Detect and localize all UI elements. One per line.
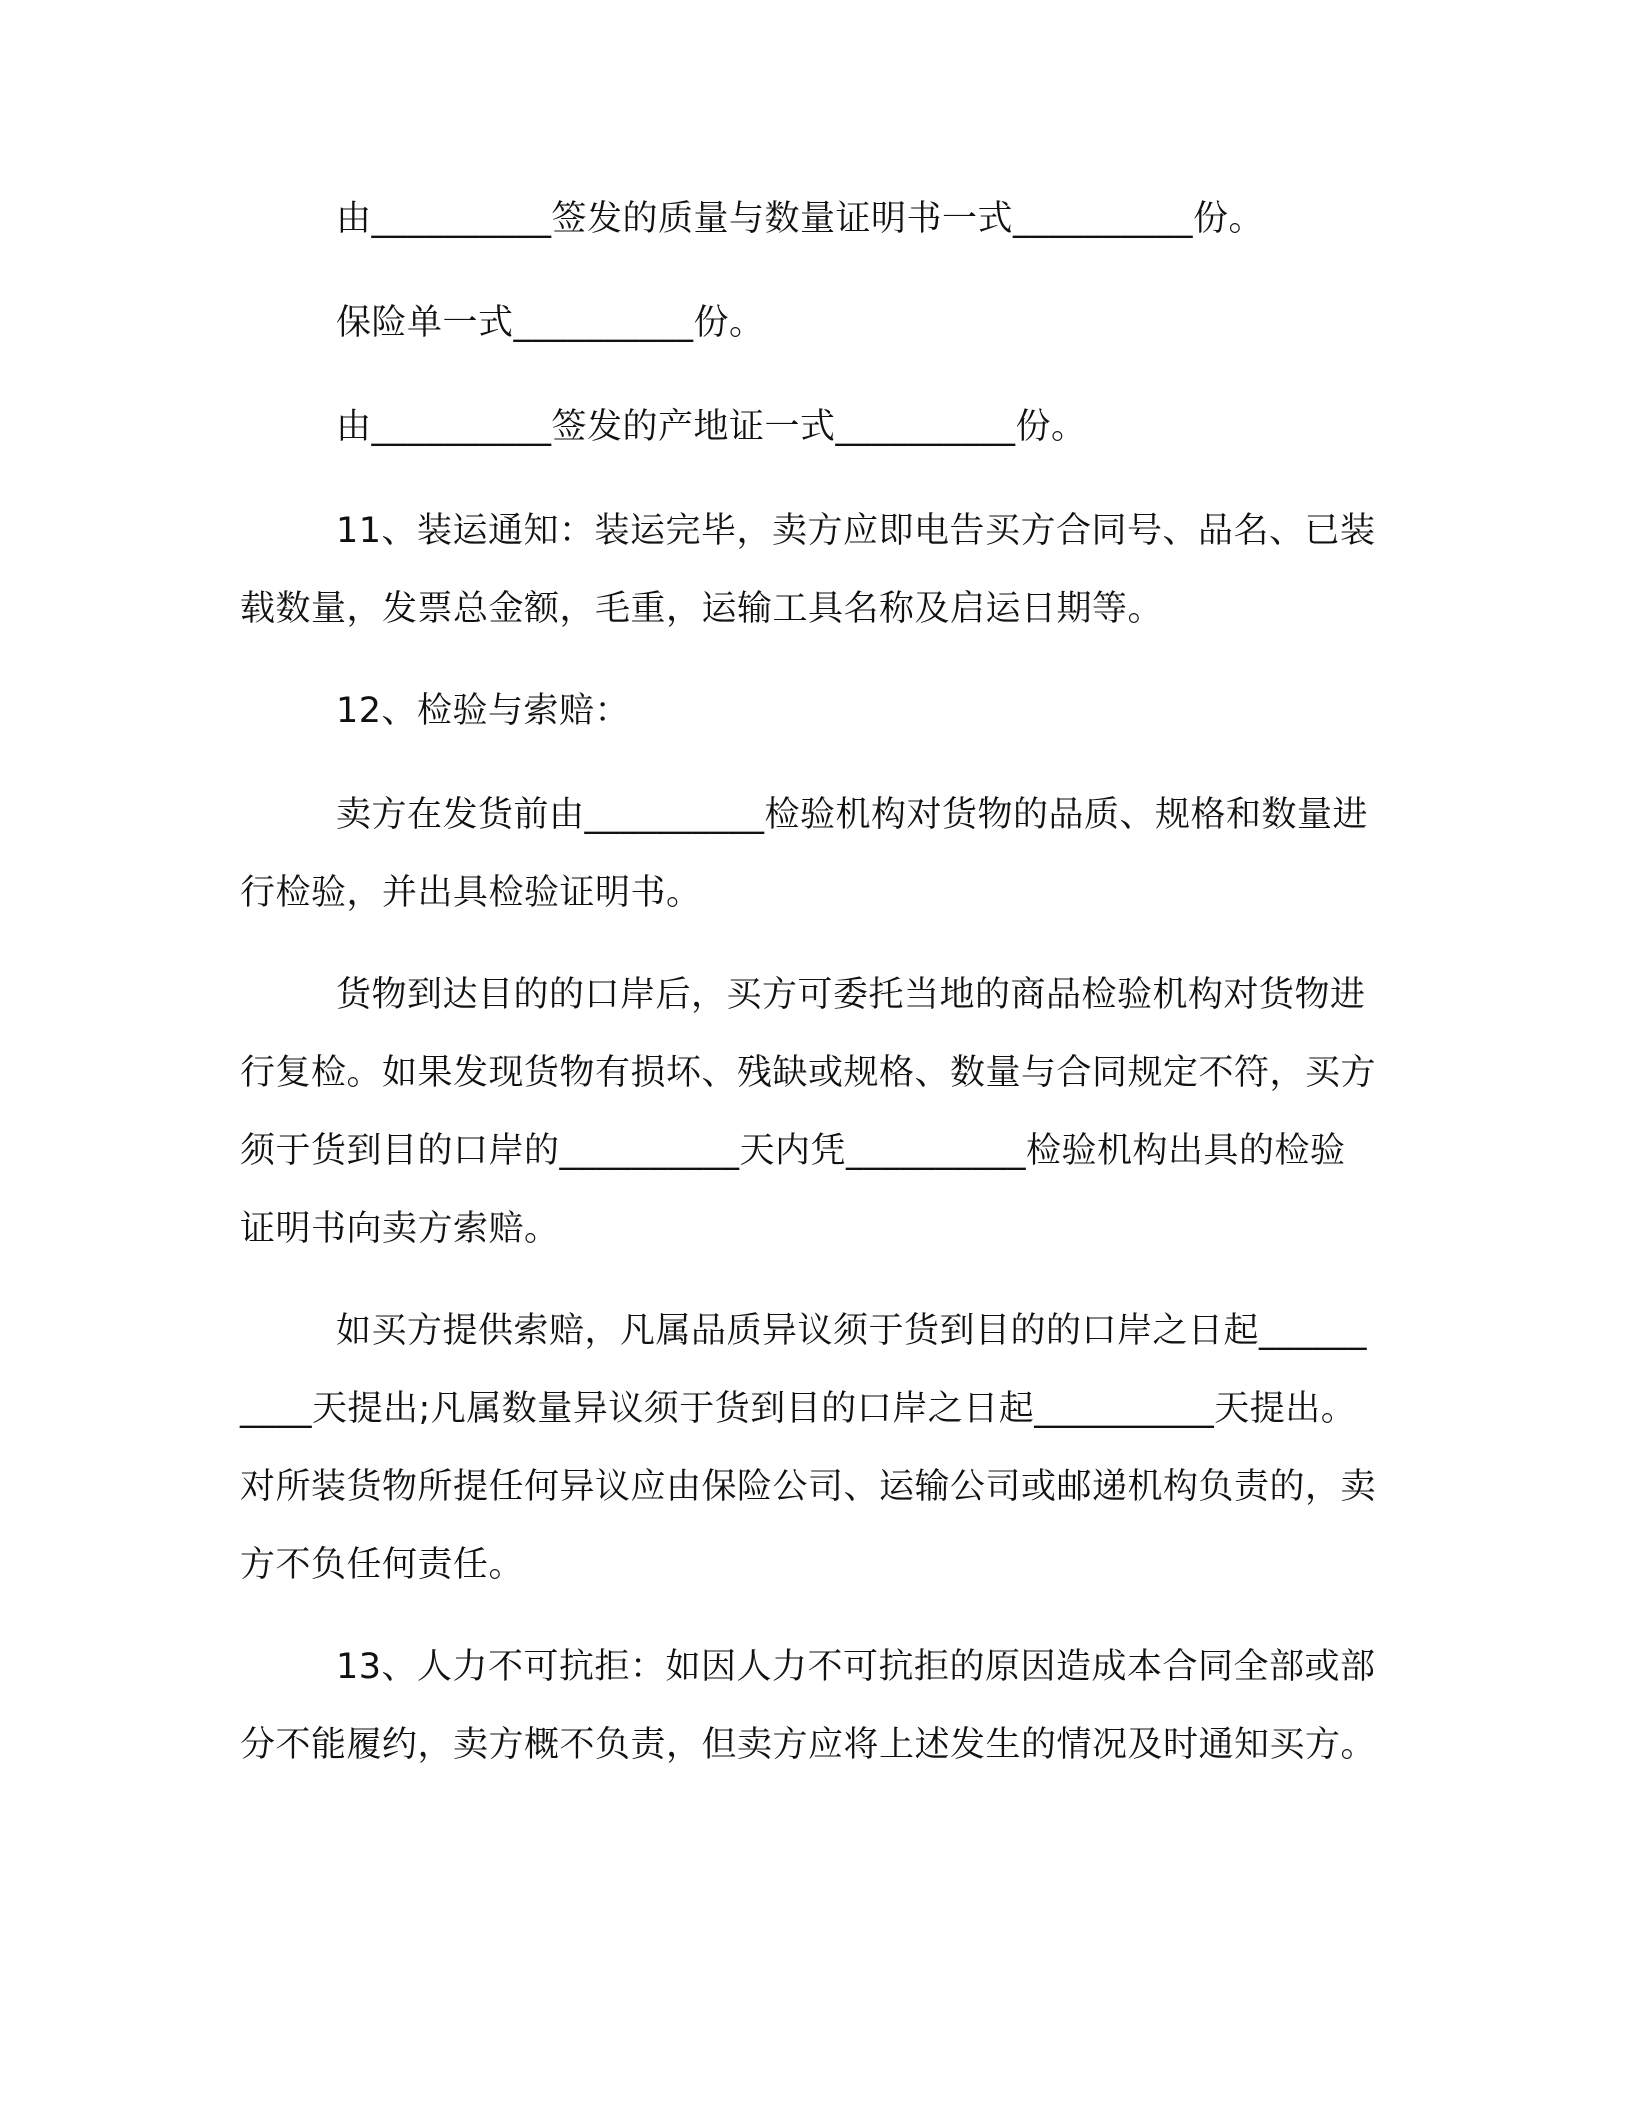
paragraph-inspection-heading: 12、检验与索赔： [336, 691, 631, 731]
paragraph-force-majeure: 13、人力不可抗拒：如因人力不可抗拒的原因造成本合同全部或部分不能履约，卖方概不负责，但卖方应将上述发生的情况及时通知买方。 [240, 1647, 1377, 1765]
paragraph-pre-shipment-inspection: 卖方在发货前由__________检验机构对货物的品质、规格和数量进行检验，并出具检验证明书。 [240, 795, 1369, 913]
paragraph-origin-certificate: 由__________签发的产地证一式__________份。 [336, 407, 1087, 447]
paragraph-claims: 如买方提供索赔，凡属品质异议须于货到目的的口岸之日起__________天提出;凡属数量异议须于货到目的口岸之日起__________天提出。对所装货物所提任何异议应由保险公司、运输公司或邮递机构负责的，卖方不负任何责任。 [240, 1311, 1377, 1585]
paragraph-insurance-policy: 保险单一式__________份。 [336, 303, 765, 343]
paragraph-quality-certificate: 由__________签发的质量与数量证明书一式__________份。 [336, 199, 1265, 239]
paragraph-shipping-notice: 11、装运通知：装运完毕，卖方应即电告买方合同号、品名、已装载数量，发票总金额，毛重，运输工具名称及启运日期等。 [240, 511, 1376, 629]
paragraph-reinspection: 货物到达目的的口岸后，买方可委托当地的商品检验机构对货物进行复检。如果发现货物有损坏、残缺或规格、数量与合同规定不符，买方须于货到目的口岸的__________天内凭__________检验机构出具的检验证明书向卖方索赔。 [240, 975, 1377, 1249]
